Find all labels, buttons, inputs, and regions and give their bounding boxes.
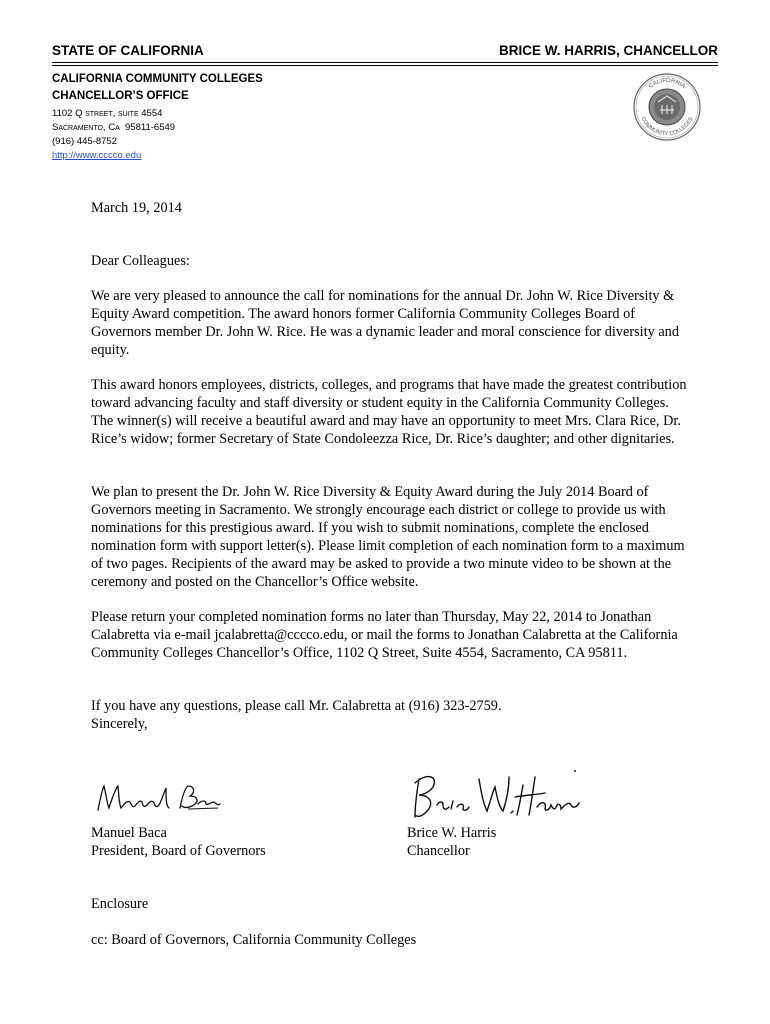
- office-website-link[interactable]: http://www.cccco.edu: [52, 150, 142, 161]
- office-city: Sacramento, Ca 95811-6549: [52, 122, 176, 133]
- letter-salutation: Dear Colleagues:: [91, 253, 190, 269]
- header-rule-thin: [52, 65, 718, 66]
- office-street: 1102 Q street, suite 4554: [52, 108, 163, 119]
- seal-text-top: CALIFORNIA: [647, 77, 687, 90]
- header-state: STATE OF CALIFORNIA: [52, 43, 204, 58]
- office-line-2: CHANCELLOR’S OFFICE: [52, 90, 189, 102]
- cc-line: cc: Board of Governors, California Community Colleges: [91, 932, 417, 948]
- questions-line: If you have any questions, please call Mr. Calabretta at (916) 323-2759.: [91, 698, 502, 714]
- paragraph-2: This award honors employees, districts, colleges, and programs that have made the greatest contribution toward advancing faculty and staff diversity or student equity in the California Community Colleges. The winner(s) will receive a beautiful award and may have an opportunity to meet Mrs. Clara Rice, Dr. Rice’s widow; former Secretary of State Condoleezza Rice, Dr. Rice’s daughter; and other dignitaries.: [91, 377, 687, 447]
- svg-text:CALIFORNIA: [648, 78, 686, 90]
- signer1-title: President, Board of Governors: [91, 843, 266, 859]
- letter-date: March 19, 2014: [91, 200, 182, 216]
- header-chancellor: BRICE W. HARRIS, CHANCELLOR: [499, 43, 718, 58]
- header-rule: [52, 62, 718, 63]
- seal-icon: [632, 72, 702, 142]
- signer2-title: Chancellor: [407, 843, 470, 859]
- enclosure: Enclosure: [91, 896, 149, 912]
- paragraph-1: We are very pleased to announce the call for nominations for the annual Dr. John W. Rice Diversity & Equity Award competition. The award honors former California Community Colleges Board of Governors member Dr. John W. Rice. He was a dynamic leader and moral conscience for diversity and equity.: [91, 288, 679, 358]
- signature-harris: [405, 765, 585, 827]
- signer1-name: Manuel Baca: [91, 825, 167, 841]
- seal-text-bottom: COMMUNITY COLLEGES: [639, 116, 695, 138]
- office-line-1: CALIFORNIA COMMUNITY COLLEGES: [52, 73, 263, 85]
- paragraph-4: Please return your completed nomination forms no later than Thursday, May 22, 2014 to Jonathan Calabretta via e-mail jcalabretta@cccco.edu, or mail the forms to Jonathan Calabretta at the California Community Colleges Chancellor’s Office, 1102 Q Street, Suite 4554, Sacramento, CA 95811.: [91, 609, 678, 661]
- signer2-name: Brice W. Harris: [407, 825, 497, 841]
- paragraph-3: We plan to present the Dr. John W. Rice Diversity & Equity Award during the July 2014 Board of Governors meeting in Sacramento. We strongly encourage each district or college to provide us with nominations for this prestigious award. If you wish to submit nominations, complete the enclosed nomination form with support letter(s). Please limit completion of each nomination form to a maximum of two pages. Recipients of the award may be asked to provide a two minute video to be shown at the ceremony and posted on the Chancellor’s Office website.: [91, 484, 685, 590]
- signature-baca: [92, 778, 227, 820]
- closing: Sincerely,: [91, 716, 148, 732]
- office-phone: (916) 445-8752: [52, 136, 117, 147]
